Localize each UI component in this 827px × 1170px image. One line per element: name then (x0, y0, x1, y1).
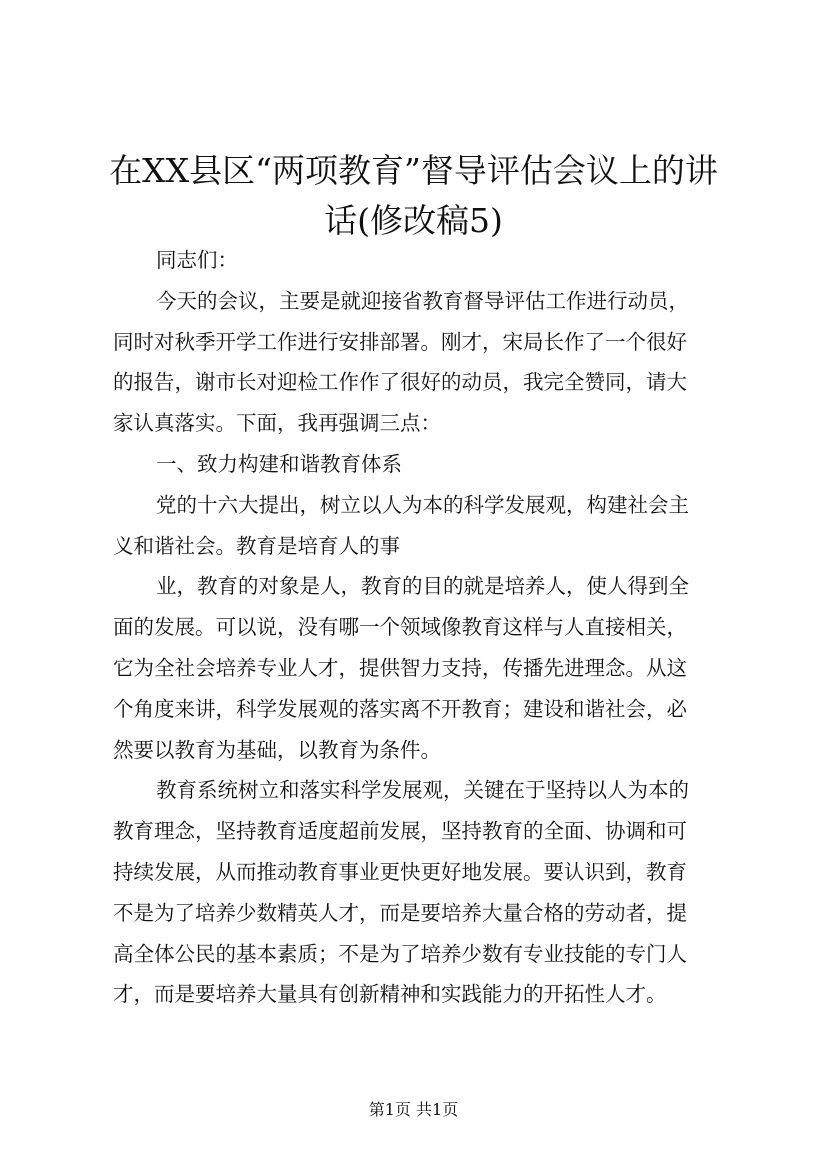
paragraph-line: 持续发展，从而推动教育事业更快更好地发展。要认识到，教育 (113, 859, 687, 884)
paragraph-line: 面的发展。可以说，没有哪一个领域像教育这样与人直接相关， (113, 615, 687, 640)
salutation: 同志们： (156, 248, 238, 272)
paragraph-line: 高全体公民的基本素质；不是为了培养少数有专业技能的专门人 (113, 941, 687, 966)
paragraph-line: 个角度来讲，科学发展观的落实离不开教育；建设和谐社会，必 (113, 696, 687, 721)
document-body (113, 240, 725, 1015)
paragraph-line: 的报告，谢市长对迎检工作作了很好的动员，我完全赞同，请大 (113, 370, 687, 395)
paragraph-line: 教育理念，坚持教育适度超前发展，坚持教育的全面、协调和可 (113, 819, 687, 844)
title-line-2: 话(修改稿5) (324, 201, 503, 240)
paragraph-line: 家认真落实。下面，我再强调三点： (113, 411, 441, 436)
document-title (100, 146, 727, 246)
paragraph-line: 不是为了培养少数精英人才，而是要培养大量合格的劳动者，提 (113, 900, 687, 925)
paragraph-line: 教育系统树立和落实科学发展观，关键在于坚持以人为本的 (156, 778, 689, 803)
paragraph-line: 党的十六大提出，树立以人为本的科学发展观，构建社会主 (156, 492, 689, 517)
paragraph-line: 今天的会议，主要是就迎接省教育督导评估工作进行动员， (156, 288, 689, 313)
page-footer: 第1页 共1页 (368, 1100, 459, 1119)
title-line-1: 在XX县区“两项教育”督导评估会议上的讲 (109, 151, 718, 190)
paragraph-line: 才，而是要培养大量具有创新精神和实践能力的开拓性人才。 (113, 982, 667, 1007)
section-heading: 一、致力构建和谐教育体系 (156, 451, 402, 476)
paragraph-line: 它为全社会培养专业人才，提供智力支持，传播先进理念。从这 (113, 655, 687, 680)
paragraph-line: 业，教育的对象是人，教育的目的就是培养人，使人得到全 (156, 574, 689, 599)
paragraph-line: 然要以教育为基础，以教育为条件。 (113, 737, 441, 762)
paragraph-line: 同时对秋季开学工作进行安排部署。刚才，宋局长作了一个很好 (113, 329, 687, 354)
paragraph-line: 义和谐社会。教育是培育人的事 (113, 533, 400, 558)
